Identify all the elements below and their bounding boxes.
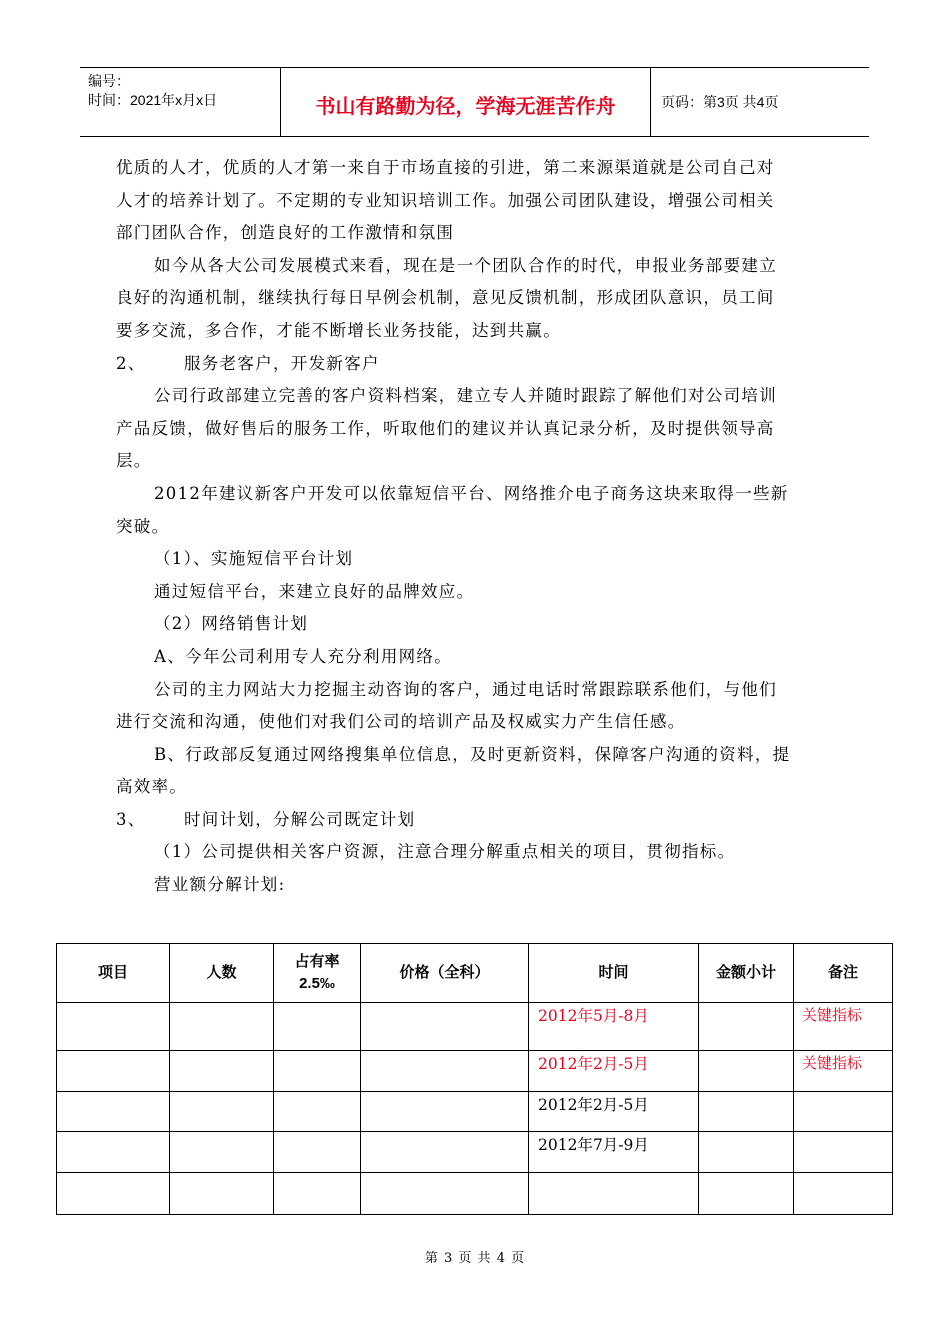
cell-note: 关键指标 [794, 1003, 893, 1051]
body-line: （1）公司提供相关客户资源，注意合理分解重点相关的项目，贯彻指标。 [154, 842, 736, 862]
cell-note [794, 1173, 893, 1215]
table-row [57, 1092, 893, 1132]
document-body [116, 152, 836, 902]
column-header-price: 价格（全科） [361, 944, 529, 1003]
section-title: 时间计划，分解公司既定计划 [184, 809, 416, 829]
body-line: 良好的沟通机制，继续执行每日早例会机制，意见反馈机制，形成团队意识，员工间 [116, 288, 775, 308]
cell-note [794, 1092, 893, 1132]
page-header [80, 67, 869, 137]
body-line: （2）网络销售计划 [154, 614, 309, 634]
body-line: 产品反馈，做好售后的服务工作，听取他们的建议并认真记录分析，及时提供领导高 [116, 418, 775, 438]
column-header-time: 时间 [529, 944, 699, 1003]
section-number: 3、 [116, 809, 146, 829]
body-line: 公司的主力网站大力挖掘主动咨询的客户，通过电话时常跟踪联系他们，与他们 [154, 679, 777, 699]
header-page-code: 页码：第3页 共4页 [661, 94, 779, 110]
column-header-note: 备注 [794, 944, 893, 1003]
cell-time: 2012年2月-5月 [529, 1051, 699, 1092]
cell-note: 关键指标 [794, 1051, 893, 1092]
table-header-row [57, 944, 893, 1003]
table-row [57, 1051, 893, 1092]
body-line: 如今从各大公司发展模式来看，现在是一个团队合作的时代，申报业务部要建立 [154, 255, 777, 275]
body-line: 层。 [116, 451, 152, 471]
body-line: 2012年建议新客户开发可以依靠短信平台、网络推介电子商务这块来取得一些新 [154, 483, 789, 503]
cell-time [529, 1173, 699, 1215]
body-line: 部门团队合作，创造良好的工作激情和氛围 [116, 223, 455, 243]
header-meta [80, 68, 280, 136]
section-heading-2 [116, 348, 836, 381]
body-line: 突破。 [116, 516, 170, 536]
table-row [57, 1173, 893, 1215]
column-header-share [274, 944, 361, 1003]
section-number: 2、 [116, 353, 146, 373]
section-heading-3 [116, 804, 836, 837]
table-row [57, 1003, 893, 1051]
body-line: 人才的培养计划了。不定期的专业知识培训工作。加强公司团队建设，增强公司相关 [116, 190, 775, 210]
body-line: 公司行政部建立完善的客户资料档案，建立专人并随时跟踪了解他们对公司培训 [154, 386, 777, 406]
body-line: 营业额分解计划: [154, 875, 286, 895]
page-footer: 第 3 页 共 4 页 [424, 1251, 526, 1266]
column-header-people: 人数 [170, 944, 274, 1003]
share-label: 占有率 [294, 953, 340, 970]
column-header-item: 项目 [57, 944, 170, 1003]
table-row [57, 1132, 893, 1173]
revenue-breakdown-table [56, 943, 893, 1215]
cell-time: 2012年2月-5月 [529, 1092, 699, 1132]
header-time-label: 时间：2021年x月x日 [88, 92, 218, 108]
header-number-label: 编号： [88, 73, 130, 89]
section-title: 服务老客户，开发新客户 [184, 353, 380, 373]
cell-note [794, 1132, 893, 1173]
body-line: 要多交流，多合作，才能不断增长业务技能，达到共赢。 [116, 320, 561, 340]
body-line: （1）、实施短信平台计划 [154, 549, 354, 569]
column-header-subtotal: 金额小计 [699, 944, 794, 1003]
body-line: A、今年公司利用专人充分利用网络。 [154, 646, 453, 666]
header-motto: 书山有路勤为径，学海无涯苦作舟 [280, 68, 651, 136]
body-line: B、行政部反复通过网络搜集单位信息，及时更新资料，保障客户沟通的资料，提 [154, 744, 791, 764]
share-rate: 2.5‰ [299, 975, 335, 992]
body-line: 进行交流和沟通，使他们对我们公司的培训产品及权威实力产生信任感。 [116, 712, 686, 732]
body-line: 高效率。 [116, 777, 188, 797]
body-line: 优质的人才，优质的人才第一来自于市场直接的引进，第二来源渠道就是公司自己对 [116, 158, 775, 177]
cell-time: 2012年5月-8月 [529, 1003, 699, 1051]
cell-time: 2012年7月-9月 [529, 1132, 699, 1173]
body-line: 通过短信平台，来建立良好的品牌效应。 [154, 581, 475, 601]
